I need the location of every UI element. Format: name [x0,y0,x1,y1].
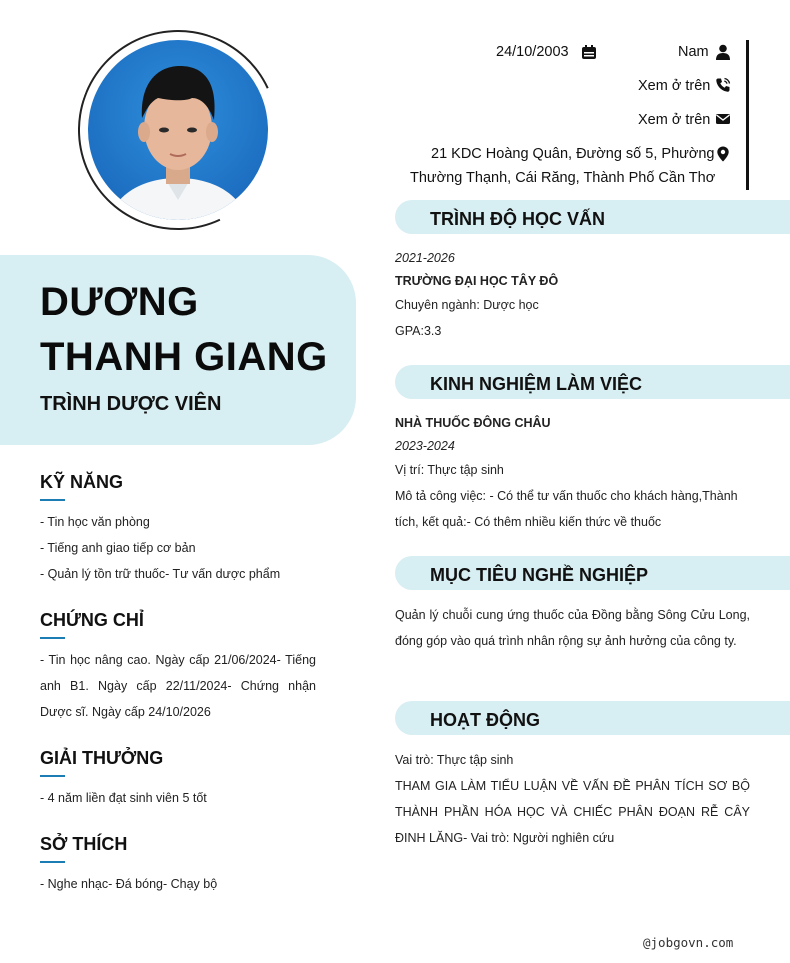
watermark: @jobgovn.com [643,935,734,950]
education-gpa: GPA:3.3 [395,324,442,338]
mail-icon [715,111,731,127]
activities-role: Vai trò: Thực tập sinh [395,753,514,767]
gender: Nam [678,44,709,60]
objective-text: Quản lý chuỗi cung ứng thuốc của Đồng bằng Sông Cửu Long, đóng góp vào quá trình nhân rộng sự ảnh hưởng của công ty. [395,608,750,648]
calendar-icon [581,44,597,60]
name-second-line: THANH GIANG [40,335,328,379]
phone-icon [715,77,731,93]
awards-rule [40,775,65,777]
experience-position: Vị trí: Thực tập sinh [395,463,504,477]
skill-item: - Quản lý tồn trữ thuốc- Tư vấn dược phẩm [40,567,281,581]
experience-period: 2023-2024 [395,439,455,453]
skills-title: KỸ NĂNG [40,472,124,492]
skill-item: - Tin học văn phòng [40,515,150,529]
address-line-2: Thường Thạnh, Cái Răng, Thành Phố Cần Thơ [410,170,716,186]
birthdate: 24/10/2003 [496,44,569,60]
hobbies-rule [40,861,65,863]
name-first-line: DƯƠNG [40,280,199,324]
hobbies-title: SỞ THÍCH [40,834,128,854]
education-major: Chuyên ngành: Dược học [395,298,539,312]
experience-description: Mô tả công việc: - Có thể tư vấn thuốc cho khách hàng,Thành tích, kết quả:- Có thêm nhiều kiến thức về thuốc [395,489,738,529]
certificates-rule [40,637,65,639]
contact-bar [746,40,749,190]
address-line-1: 21 KDC Hoàng Quân, Đường số 5, Phường [431,146,715,162]
experience-title: KINH NGHIỆM LÀM VIỆC [430,374,643,394]
location-pin-icon [715,146,731,162]
skills-rule [40,499,65,501]
person-photo-icon [88,40,268,220]
certificates-text: - Tin học nâng cao. Ngày cấp 21/06/2024- Tiếng anh B1. Ngày cấp 22/11/2024- Chứng nhận Dược sĩ. Ngày cấp 24/10/2026 [40,653,316,719]
experience-company: NHÀ THUỐC ĐÔNG CHÂU [395,416,551,430]
avatar [88,40,268,220]
user-icon [715,44,731,60]
skill-item: - Tiếng anh giao tiếp cơ bản [40,541,196,555]
phone: Xem ở trên [638,78,711,94]
objective-title: MỤC TIÊU NGHỀ NGHIỆP [430,565,649,585]
job-title: TRÌNH DƯỢC VIÊN [40,393,222,415]
activities-title: HOẠT ĐỘNG [430,710,540,730]
activities-text: THAM GIA LÀM TIỂU LUẬN VỀ VẤN ĐỀ PHÂN TÍCH SƠ BỘ THÀNH PHẦN HÓA HỌC VÀ CHIẾC PHÂN ĐOẠN RỄ CÂY ĐINH LĂNG- Vai trò: Người nghiên cứu [395,779,750,845]
education-school: TRƯỜNG ĐẠI HỌC TÂY ĐÔ [395,274,559,288]
hobbies-text: - Nghe nhạc- Đá bóng- Chạy bộ [40,877,218,891]
education-title: TRÌNH ĐỘ HỌC VẤN [430,209,605,229]
education-period: 2021-2026 [395,251,455,265]
email: Xem ở trên [638,112,711,128]
skills-list [40,509,316,587]
awards-title: GIẢI THƯỞNG [40,748,164,768]
awards-text: - 4 năm liền đạt sinh viên 5 tốt [40,791,207,805]
certificates-title: CHỨNG CHỈ [40,610,144,630]
